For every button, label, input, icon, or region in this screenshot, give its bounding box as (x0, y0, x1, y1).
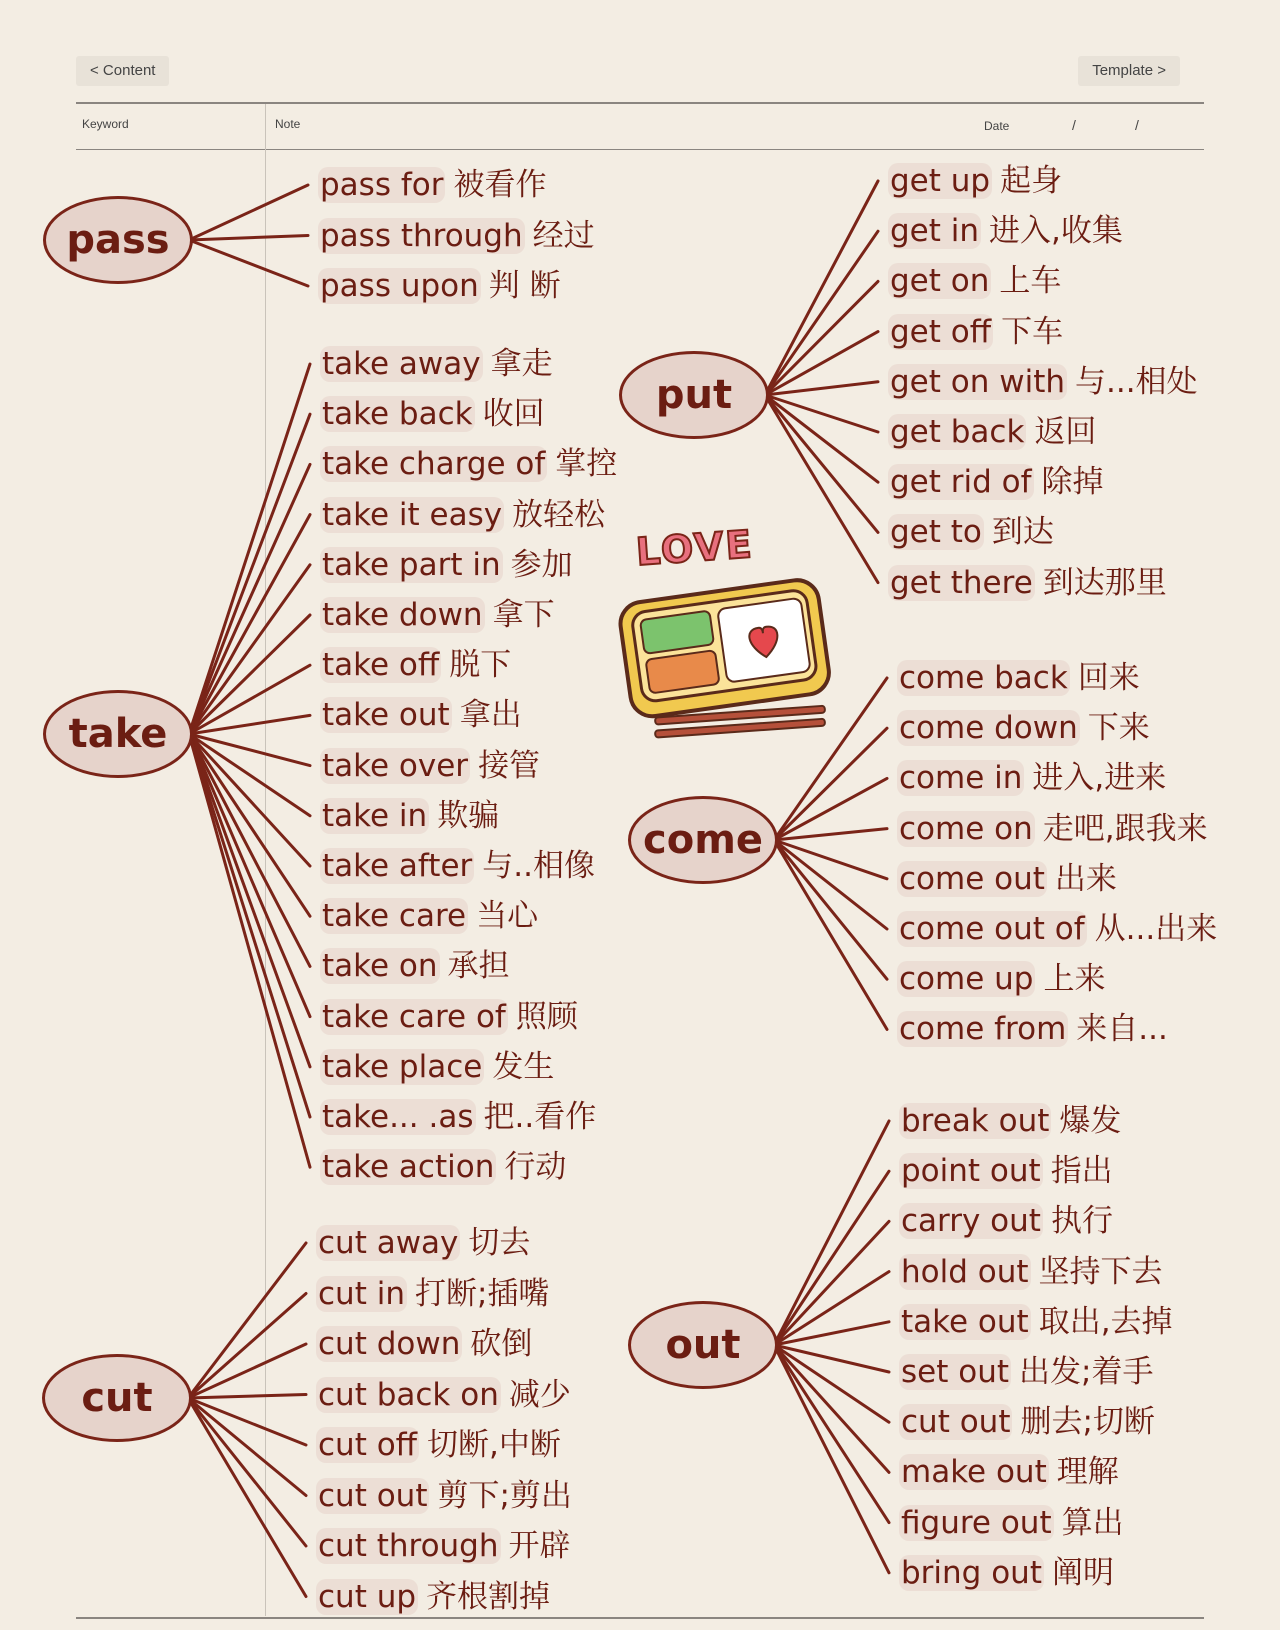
phrase-item (320, 1147, 566, 1187)
template-button[interactable]: Template > (1078, 56, 1180, 86)
branch-line (189, 414, 310, 734)
phrase-english: pass upon (320, 268, 479, 304)
phrase-chinese: 上车 (999, 263, 1062, 300)
phrase-english: get up (890, 163, 991, 199)
phrase-chinese: 上来 (1043, 961, 1106, 998)
branch-line (188, 1395, 306, 1399)
phrase-english: cut off (318, 1427, 418, 1463)
phrase-item (897, 708, 1150, 748)
branch-line (189, 734, 310, 966)
phrase-chinese: 行动 (504, 1149, 567, 1186)
phrase-english: take down (322, 597, 483, 633)
phrase-item (316, 1425, 561, 1465)
phrase-item (899, 1302, 1173, 1342)
phrase-english: cut in (318, 1275, 405, 1312)
phrase-chinese: 打断;插嘴 (414, 1275, 550, 1312)
keyword-bubble-take: take (43, 690, 193, 778)
phrase-chinese: 切断,中断 (427, 1427, 561, 1463)
phrase-chinese: 取出,去掉 (1038, 1303, 1173, 1340)
phrase-english: take over (322, 747, 469, 784)
phrase-chinese: 齐根割掉 (426, 1578, 551, 1615)
phrase-english: carry out (901, 1203, 1041, 1240)
phrase-chinese: 经过 (532, 217, 595, 254)
phrase-item (318, 266, 561, 306)
phrase-english: break out (901, 1103, 1050, 1139)
phrase-english: take place (322, 1048, 483, 1085)
phrase-chinese: 从...出来 (1094, 911, 1218, 947)
phrase-chinese: 爆发 (1059, 1103, 1122, 1139)
phrase-chinese: 回来 (1077, 660, 1140, 696)
phrase-english: take on (322, 948, 438, 985)
love-sticker-text: LOVE (634, 521, 755, 575)
phrase-chinese: 进入,进来 (1032, 760, 1167, 797)
phrase-english: bring out (901, 1554, 1042, 1591)
phrase-english: cut out (318, 1477, 428, 1514)
phrase-chinese: 剪下;剪出 (437, 1477, 572, 1514)
phrase-english: set out (901, 1354, 1010, 1390)
phrase-chinese: 坚持下去 (1038, 1253, 1163, 1290)
phrase-chinese: 拿出 (459, 697, 522, 734)
phrase-item (897, 658, 1140, 698)
phrase-english: come on (899, 810, 1033, 847)
phrase-english: cut up (318, 1578, 417, 1615)
phrase-english: make out (901, 1454, 1047, 1491)
keyword-bubble-out: out (628, 1301, 778, 1389)
phrase-chinese: 掌控 (555, 446, 618, 483)
date-separator: / (1135, 117, 1139, 133)
phrase-item (888, 412, 1096, 452)
phrase-english: take... .as (322, 1099, 474, 1135)
phrase-item (318, 216, 595, 256)
phrase-english: come out of (899, 911, 1085, 947)
phrase-item (320, 1097, 596, 1137)
phrase-item (320, 344, 553, 384)
phrase-english: take back (322, 396, 473, 433)
branch-line (774, 1171, 889, 1345)
phrase-english: get in (890, 213, 980, 250)
phrase-item (320, 997, 578, 1037)
phrase-item (899, 1402, 1155, 1442)
phrase-item (888, 161, 1062, 201)
phrase-chinese: 放轻松 (512, 496, 606, 533)
phrase-chinese: 拿走 (490, 346, 553, 382)
phrase-chinese: 出发;着手 (1019, 1354, 1154, 1390)
phrase-english: cut out (901, 1404, 1011, 1441)
phrase-english: take after (322, 848, 473, 884)
branch-line (774, 1345, 889, 1472)
phrase-chinese: 除掉 (1041, 464, 1104, 501)
phrase-chinese: 减少 (508, 1376, 571, 1413)
phrase-chinese: 拿下 (492, 597, 555, 633)
phrase-chinese: 切去 (468, 1225, 531, 1261)
phrase-chinese: 判 断 (488, 268, 561, 304)
phrase-item (897, 959, 1105, 999)
phrase-item (897, 909, 1217, 949)
phrase-english: take it easy (322, 496, 503, 533)
note-column-label: Note (275, 117, 301, 131)
branch-line (765, 281, 878, 395)
phrase-item (320, 896, 538, 936)
phrase-english: get off (890, 313, 992, 350)
phrase-item (320, 946, 510, 986)
branch-line (765, 395, 878, 583)
keyword-column-label: Keyword (82, 117, 129, 131)
phrase-chinese: 到达那里 (1042, 564, 1167, 601)
phrase-chinese: 返回 (1034, 414, 1097, 450)
phrase-item (897, 1009, 1168, 1049)
phrase-item (897, 809, 1208, 849)
phrase-item (899, 1553, 1114, 1593)
phrase-item (320, 1047, 554, 1087)
phrase-item (320, 695, 522, 735)
phrase-item (316, 1274, 549, 1314)
phrase-chinese: 理解 (1056, 1454, 1119, 1491)
branch-line (189, 734, 310, 1067)
phrase-item (316, 1324, 532, 1364)
phrase-chinese: 承担 (447, 948, 510, 985)
branch-line (765, 395, 878, 532)
phrase-item (899, 1151, 1113, 1191)
phrase-item (899, 1252, 1163, 1292)
phrase-chinese: 开辟 (508, 1528, 571, 1564)
keyword-bubble-come: come (628, 796, 778, 884)
phrase-english: get to (890, 514, 982, 551)
phrase-chinese: 到达 (991, 514, 1054, 551)
phrase-english: hold out (901, 1253, 1029, 1290)
phrase-item (320, 545, 573, 585)
phrase-item (316, 1223, 530, 1263)
phrase-item (888, 462, 1104, 502)
branch-line (188, 1243, 306, 1398)
phrase-item (320, 495, 605, 535)
phrase-english: get rid of (890, 464, 1032, 501)
phrase-chinese: 照顾 (515, 998, 578, 1035)
phrase-item (320, 846, 595, 886)
phrase-english: cut through (318, 1528, 499, 1564)
phrase-chinese: 砍倒 (470, 1326, 533, 1362)
phrase-english: take away (322, 346, 481, 382)
phrase-english: take out (322, 697, 450, 734)
phrase-item (899, 1201, 1113, 1241)
phrase-item (888, 512, 1054, 552)
phrase-chinese: 起身 (1000, 163, 1063, 199)
phrase-item (888, 362, 1198, 402)
phrase-chinese: 执行 (1050, 1203, 1113, 1240)
phrase-english: take care (322, 898, 467, 935)
branch-line (774, 840, 887, 1029)
phrase-english: come from (899, 1011, 1067, 1048)
phrase-chinese: 下车 (1001, 313, 1064, 350)
phrase-item (318, 165, 546, 205)
phrase-chinese: 来自... (1076, 1011, 1168, 1048)
phrase-item (888, 312, 1063, 352)
phrase-item (316, 1526, 571, 1566)
branch-line (774, 1121, 889, 1345)
phrase-english: take part in (322, 546, 501, 583)
phrase-item (320, 595, 555, 635)
branch-line (189, 185, 308, 240)
phrase-english: cut away (318, 1225, 459, 1261)
phrase-chinese: 与..相像 (482, 848, 595, 884)
branch-line (765, 231, 878, 395)
branch-line (189, 565, 310, 734)
phrase-item (320, 645, 511, 685)
phrase-item (320, 796, 499, 836)
phrase-chinese: 收回 (482, 396, 545, 433)
phrase-english: take charge of (322, 446, 546, 483)
phrase-item (320, 394, 545, 434)
phrase-english: cut back on (318, 1376, 499, 1413)
branch-line (774, 1345, 889, 1523)
phrase-item (899, 1452, 1119, 1492)
phrase-chinese: 被看作 (453, 167, 547, 203)
phrase-item (888, 563, 1167, 603)
date-label: Date (984, 119, 1010, 133)
bento-box-icon (615, 570, 845, 750)
phrase-english: come up (899, 961, 1034, 998)
phrase-chinese: 删去;切断 (1020, 1404, 1155, 1441)
date-separator: / (1072, 117, 1076, 133)
phrase-chinese: 走吧,跟我来 (1042, 810, 1208, 847)
phrase-item (899, 1503, 1124, 1543)
branch-line (188, 1398, 306, 1496)
phrase-item (316, 1476, 572, 1516)
phrase-english: figure out (901, 1504, 1052, 1541)
phrase-item (320, 746, 540, 786)
branch-line (774, 1345, 889, 1573)
phrase-item (888, 211, 1123, 251)
phrase-chinese: 指出 (1050, 1153, 1113, 1190)
phrase-chinese: 与...相处 (1075, 363, 1198, 400)
phrase-chinese: 下来 (1087, 710, 1150, 747)
phrase-chinese: 参加 (510, 546, 573, 583)
phrase-english: get back (890, 414, 1025, 450)
branch-line (774, 840, 887, 929)
branch-line (188, 1398, 306, 1597)
phrase-chinese: 脱下 (449, 647, 512, 684)
phrase-chinese: 算出 (1061, 1504, 1124, 1541)
phrase-item (899, 1352, 1153, 1392)
phrase-item (320, 444, 617, 484)
keyword-bubble-pass: pass (43, 196, 193, 284)
phrase-chinese: 当心 (476, 898, 539, 935)
phrase-english: take care of (322, 998, 506, 1035)
keyword-bubble-put: put (619, 351, 769, 439)
branch-line (189, 236, 308, 241)
phrase-chinese: 接管 (478, 747, 541, 784)
keyword-bubble-cut: cut (42, 1354, 192, 1442)
phrase-chinese: 出来 (1054, 860, 1117, 897)
phrase-chinese: 把..看作 (483, 1099, 597, 1135)
branch-line (774, 1345, 889, 1372)
phrase-english: cut down (318, 1326, 461, 1362)
phrase-english: get on with (890, 363, 1065, 400)
phrase-english: come back (899, 660, 1068, 696)
phrase-english: come in (899, 760, 1023, 797)
phrase-english: get on (890, 263, 990, 300)
phrase-item (897, 859, 1117, 899)
phrase-chinese: 发生 (492, 1048, 555, 1085)
branch-line (189, 734, 310, 1117)
phrase-english: take off (322, 647, 440, 684)
phrase-english: come down (899, 710, 1078, 747)
phrase-english: take in (322, 797, 428, 834)
branch-line (765, 395, 878, 482)
phrase-item (316, 1577, 550, 1617)
phrase-english: pass through (320, 217, 523, 254)
phrase-english: pass for (320, 167, 444, 203)
phrase-item (897, 758, 1166, 798)
back-to-content-button[interactable]: < Content (76, 56, 169, 86)
phrase-english: point out (901, 1153, 1041, 1190)
phrase-english: get there (890, 564, 1033, 601)
phrase-english: come out (899, 860, 1045, 897)
phrase-english: take out (901, 1303, 1029, 1340)
branch-line (189, 464, 310, 734)
branch-line (188, 1344, 306, 1398)
phrase-chinese: 欺骗 (437, 797, 500, 834)
branch-line (188, 1294, 306, 1399)
phrase-item (899, 1101, 1121, 1141)
phrase-item (888, 261, 1061, 301)
branch-line (189, 240, 308, 286)
phrase-chinese: 阐明 (1051, 1554, 1114, 1591)
phrase-chinese: 进入,收集 (989, 213, 1123, 250)
phrase-english: take action (322, 1149, 495, 1186)
phrase-item (316, 1375, 571, 1415)
